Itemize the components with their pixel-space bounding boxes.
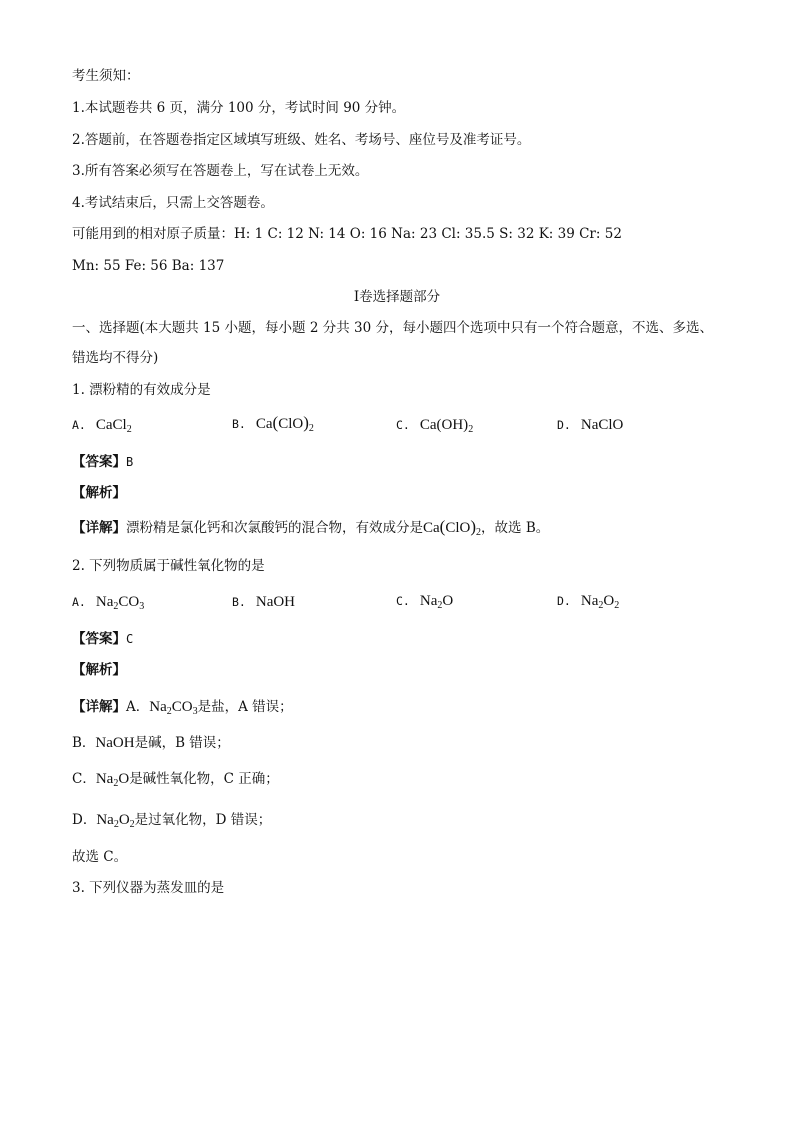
q1-option-d-label: D. [557,418,571,432]
q2-line-d-prefix: D． [72,812,97,828]
notice-title: 考生须知： [72,68,140,84]
q1-option-b-label: B. [232,417,246,431]
section-title: Ⅰ卷选择题部分 [353,289,441,305]
atomic-masses-line-1 [72,225,622,243]
q1-answer-value: B [126,455,134,469]
part-heading-line-2: 错选均不得分) [72,350,159,366]
q1-stem: 1. 漂粉精的有效成分是 [72,382,211,398]
q1-option-c-formula: $Ca(OH)_2$ [419,417,474,435]
q2-option-a [72,593,144,611]
notice-item-2: 2.答题前，在答题卷指定区域填写班级、姓名、考场号、座位号及准考证号。 [72,132,531,148]
q2-option-d-label: D. [557,594,571,608]
q1-answer-tag: 【答案】 [72,454,126,470]
q2-line-b-formula: NaOH [95,735,135,751]
q2-line-c-text: 是碱性氧化物，C 正确； [129,771,279,787]
q2-stem: 2. 下列物质属于碱性氧化物的是 [72,558,265,574]
q1-option-b [232,414,314,433]
notice-item-1: 1.本试题卷共 6 页，满分 100 分，考试时间 90 分钟。 [72,100,406,116]
q2-line-d-text: 是过氧化物，D 错误； [134,812,272,828]
q2-detail-line-c [72,770,279,788]
q2-option-a-formula: $Na_2CO_3$ [95,594,145,612]
q3-stem: 3. 下列仪器为蒸发皿的是 [72,880,225,896]
q1-option-a-label: A. [72,418,86,432]
q2-line-b-prefix: B． [72,735,96,751]
q1-option-c-label: C. [396,418,410,432]
q1-option-a-formula: CaCl$_2$ [95,417,132,435]
q2-option-d-formula: $Na_2O_2$ [580,593,620,611]
q1-detail-end: ，故选 B。 [481,520,550,536]
q1-option-d-formula: NaClO [580,417,624,433]
q2-option-b-formula: NaOH [255,594,296,610]
q2-option-a-label: A. [72,595,86,609]
q2-option-c-formula: $Na_2O$ [419,593,454,611]
q2-option-d [557,592,619,610]
q2-analysis-tag: 【解析】 [72,662,126,678]
q1-option-b-formula: $Ca(ClO)_2$ [255,413,314,434]
q2-answer-tag: 【答案】 [72,631,126,647]
q1-analysis-tag: 【解析】 [72,485,126,501]
q2-detail-tag: 【详解】 [72,699,126,715]
q1-option-a [72,416,132,434]
q2-conclusion: 故选 C。 [72,849,128,865]
notice-item-4: 4.考试结束后，只需上交答题卷。 [72,195,274,211]
q2-option-b [232,593,295,611]
q2-answer-value: C [126,632,134,646]
q2-answer [72,630,133,648]
q2-detail-line-d [72,811,271,829]
q2-line-a-prefix: A． [126,699,150,715]
part-heading-line-1: 一、选择题(本大题共 15 小题，每小题 2 分共 30 分，每小题四个选项中只有一个符合题意，不选、多选、 [72,320,713,336]
q2-line-c-prefix: C． [72,771,96,787]
q2-option-c-label: C. [396,594,410,608]
q1-option-c [396,416,473,434]
q2-line-a-text: 是盐，A 错误； [197,699,293,715]
q1-detail-formula: $Ca(ClO)_2$ [423,517,482,538]
q2-line-a-formula: $Na_2CO_3$ [149,699,198,717]
q1-detail-text: 漂粉精是氯化钙和次氯酸钙的混合物，有效成分是 [126,520,423,536]
q2-detail-line-b [72,734,230,752]
atomic-masses-line-2: Mn: 55 Fe: 56 Ba: 137 [72,258,225,274]
q2-line-b-text: 是碱，B 错误； [134,735,230,751]
q2-option-c [396,592,453,610]
q2-line-d-formula: $Na_2O_2$ [96,812,135,830]
q2-option-b-label: B. [232,595,246,609]
q2-line-c-formula: $Na_2O$ [95,771,130,789]
q1-option-d [557,416,623,434]
q1-detail-tag: 【详解】 [72,520,126,536]
q1-answer [72,453,133,471]
q1-detail [72,518,549,537]
notice-item-3: 3.所有答案必须写在答题卷上，写在试卷上无效。 [72,163,369,179]
atomic-masses-text-1: 可能用到的相对原子质量：H: 1 C: 12 N: 14 O: 16 Na: 23 Cl: 35.5 S: 32 K: 39 Cr: 52 [72,226,622,242]
q2-detail-line-a [72,698,293,716]
